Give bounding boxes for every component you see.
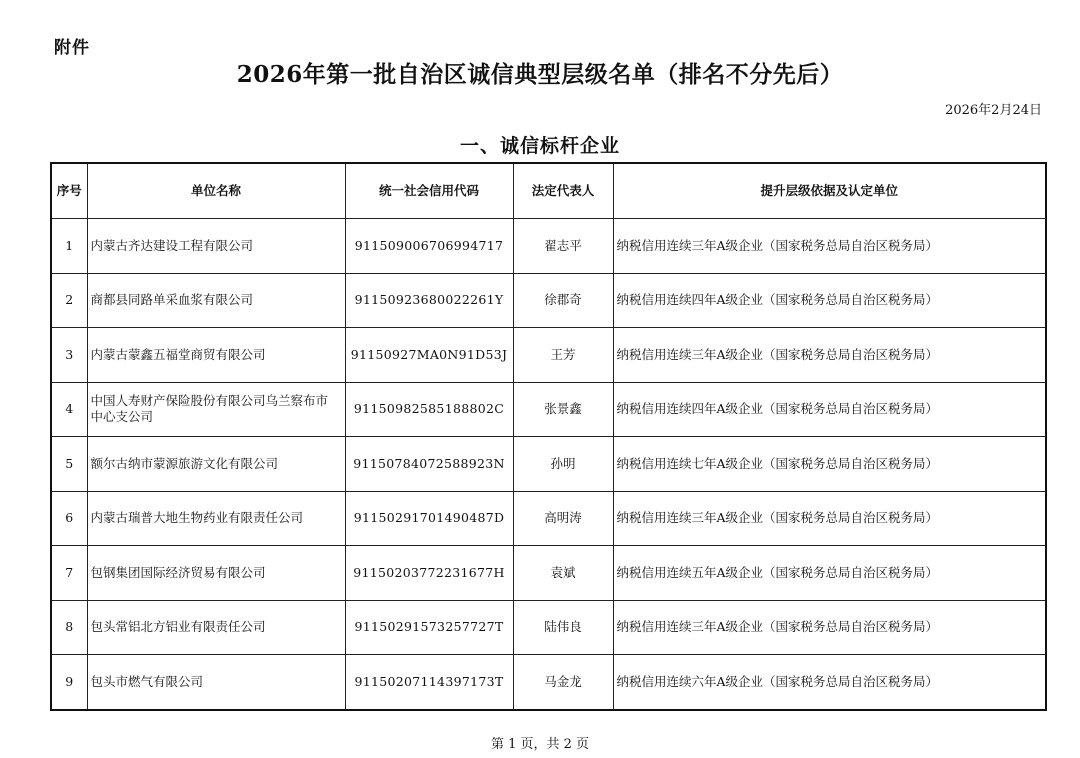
- table-row: [51, 655, 1046, 710]
- cell-seq: 9: [51, 655, 87, 710]
- section-title: 一、诚信标杆企业: [459, 135, 620, 157]
- cell-unit-name: 内蒙古瑞普大地生物药业有限责任公司: [87, 491, 345, 546]
- cell-basis: 纳税信用连续五年A级企业（国家税务总局自治区税务局）: [613, 546, 1046, 601]
- document-title: 2026年第一批自治区诚信典型层级名单（排名不分先后）: [236, 61, 844, 88]
- cell-seq: 4: [51, 382, 87, 437]
- enterprise-list-table: [50, 162, 1047, 711]
- cell-unit-name: 额尔古纳市蒙源旅游文化有限公司: [87, 437, 345, 492]
- cell-unit-name: 中国人寿财产保险股份有限公司乌兰察布市中心支公司: [87, 382, 345, 437]
- cell-credit-code: 91150291701490487D: [345, 491, 513, 546]
- cell-legal-rep: 袁斌: [513, 546, 613, 601]
- cell-basis: 纳税信用连续四年A级企业（国家税务总局自治区税务局）: [613, 382, 1046, 437]
- cell-basis: 纳税信用连续三年A级企业（国家税务总局自治区税务局）: [613, 491, 1046, 546]
- cell-seq: 2: [51, 273, 87, 328]
- cell-legal-rep: 陆伟良: [513, 600, 613, 655]
- table-row: [51, 437, 1046, 492]
- cell-legal-rep: 马金龙: [513, 655, 613, 710]
- cell-seq: 1: [51, 219, 87, 274]
- table-row: [51, 600, 1046, 655]
- cell-credit-code: 91150203772231677H: [345, 546, 513, 601]
- table-row: [51, 328, 1046, 383]
- cell-unit-name: 商都县同路单采血浆有限公司: [87, 273, 345, 328]
- table-row: [51, 273, 1046, 328]
- cell-seq: 6: [51, 491, 87, 546]
- table-body: [51, 219, 1046, 710]
- cell-legal-rep: 张景鑫: [513, 382, 613, 437]
- cell-seq: 3: [51, 328, 87, 383]
- cell-unit-name: 包钢集团国际经济贸易有限公司: [87, 546, 345, 601]
- table-row: [51, 491, 1046, 546]
- cell-seq: 8: [51, 600, 87, 655]
- cell-credit-code: 91150927MA0N91D53J: [345, 328, 513, 383]
- cell-unit-name: 包头市燃气有限公司: [87, 655, 345, 710]
- cell-credit-code: 91150784072588923N: [345, 437, 513, 492]
- column-header-seq: 序号: [51, 163, 87, 219]
- cell-unit-name: 包头常铝北方铝业有限责任公司: [87, 600, 345, 655]
- document-date: 2026年2月24日: [945, 103, 1042, 118]
- cell-legal-rep: 王芳: [513, 328, 613, 383]
- column-header-credit-code: 统一社会信用代码: [345, 163, 513, 219]
- cell-basis: 纳税信用连续六年A级企业（国家税务总局自治区税务局）: [613, 655, 1046, 710]
- table-header-row: [51, 163, 1046, 219]
- cell-basis: 纳税信用连续三年A级企业（国家税务总局自治区税务局）: [613, 600, 1046, 655]
- cell-legal-rep: 翟志平: [513, 219, 613, 274]
- cell-legal-rep: 高明涛: [513, 491, 613, 546]
- table-row: [51, 382, 1046, 437]
- cell-basis: 纳税信用连续四年A级企业（国家税务总局自治区税务局）: [613, 273, 1046, 328]
- column-header-name: 单位名称: [87, 163, 345, 219]
- cell-credit-code: 91150207114397173T: [345, 655, 513, 710]
- attachment-label: 附件: [54, 38, 90, 58]
- cell-legal-rep: 孙明: [513, 437, 613, 492]
- cell-basis: 纳税信用连续三年A级企业（国家税务总局自治区税务局）: [613, 328, 1046, 383]
- table-row: [51, 219, 1046, 274]
- column-header-basis: 提升层级依据及认定单位: [613, 163, 1046, 219]
- cell-seq: 7: [51, 546, 87, 601]
- cell-credit-code: 911509006706994717: [345, 219, 513, 274]
- cell-credit-code: 91150291573257727T: [345, 600, 513, 655]
- cell-seq: 5: [51, 437, 87, 492]
- cell-basis: 纳税信用连续七年A级企业（国家税务总局自治区税务局）: [613, 437, 1046, 492]
- cell-credit-code: 91150982585188802C: [345, 382, 513, 437]
- column-header-legal-rep: 法定代表人: [513, 163, 613, 219]
- cell-unit-name: 内蒙古蒙鑫五福堂商贸有限公司: [87, 328, 345, 383]
- cell-basis: 纳税信用连续三年A级企业（国家税务总局自治区税务局）: [613, 219, 1046, 274]
- table-row: [51, 546, 1046, 601]
- page-number: 第 1 页，共 2 页: [490, 737, 590, 752]
- cell-credit-code: 91150923680022261Y: [345, 273, 513, 328]
- cell-legal-rep: 徐郡奇: [513, 273, 613, 328]
- cell-unit-name: 内蒙古齐达建设工程有限公司: [87, 219, 345, 274]
